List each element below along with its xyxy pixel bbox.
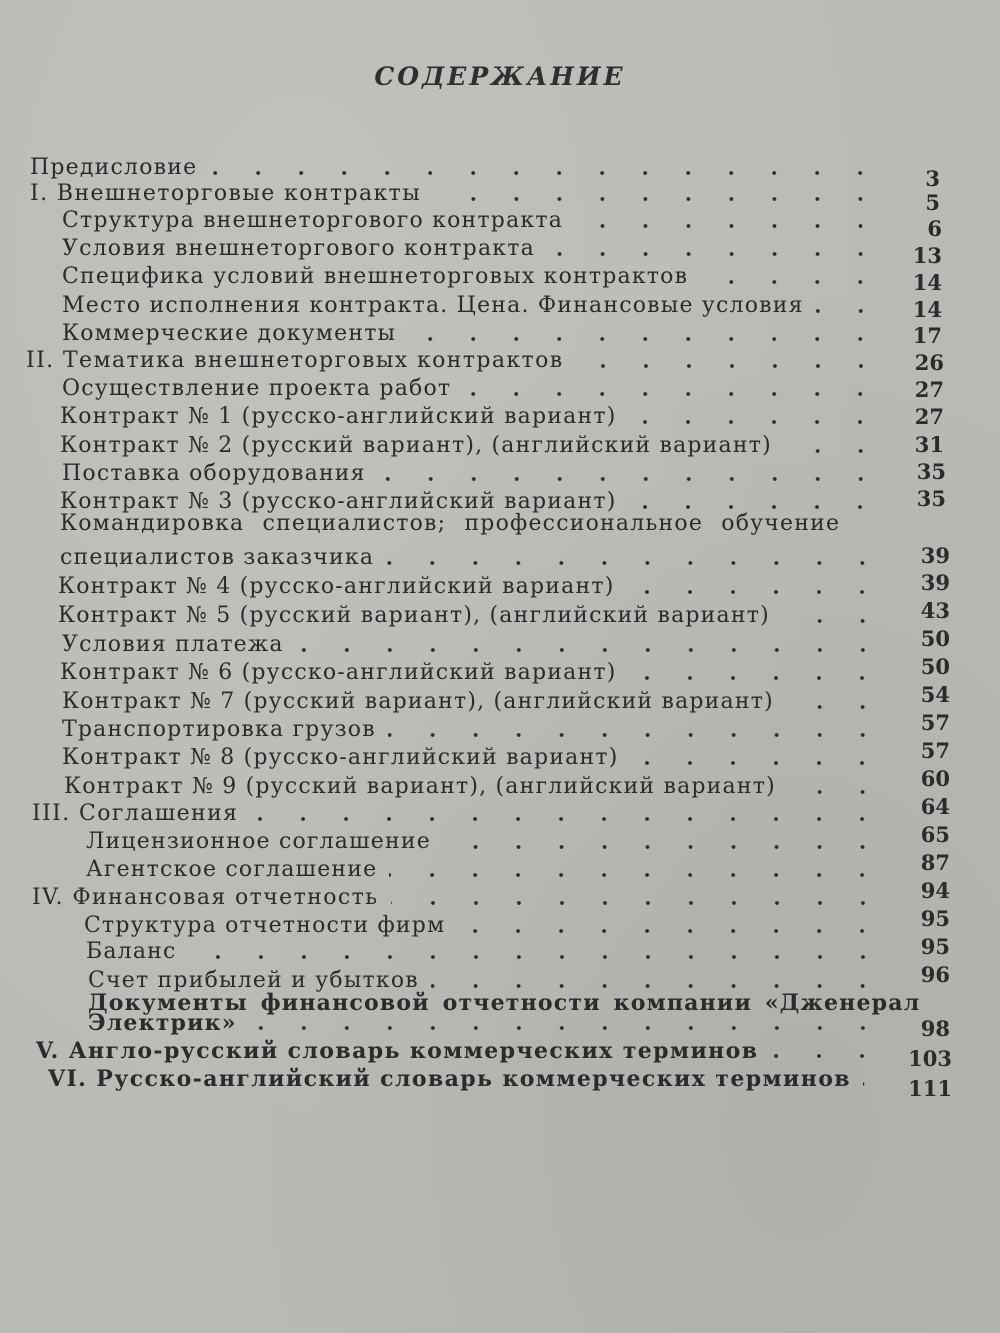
toc-leader-dots: [628, 505, 882, 509]
toc-leader-dots: [630, 761, 884, 765]
toc-entry-label: Контракт № 1 (русско-английский вариант): [60, 404, 617, 429]
toc-entry-label: Контракт № 9 (русский вариант), (английский вариант): [64, 774, 776, 799]
toc-entry-page: 13: [912, 243, 942, 268]
toc-entry-page: 5: [925, 190, 940, 215]
toc-entry-label-line2: Электрик»: [88, 1010, 237, 1036]
toc-entry-label: Транспортировка грузов: [62, 717, 376, 742]
page-title: СОДЕРЖАНИЕ: [374, 62, 626, 91]
toc-entry-page: 60: [920, 766, 950, 791]
toc-section[interactable]: [48, 1058, 894, 1090]
toc-entry-page: 64: [920, 794, 950, 819]
toc-entry-label: Контракт № 4 (русско-английский вариант): [58, 574, 615, 599]
toc-entry-page: 43: [920, 598, 950, 623]
toc-entry-label: Контракт № 6 (русско-английский вариант): [60, 660, 617, 685]
toc-entry-label: Коммерческие документы: [62, 321, 397, 346]
toc-entry-label: Контракт № 3 (русско-английский вариант): [60, 489, 617, 514]
toc-entry-label: IV. Финансовая отчетность: [32, 885, 379, 910]
toc-entry-label: Условия внешнеторгового контракта: [62, 236, 535, 261]
toc-entry-label-line1: Командировка специалистов; профессиональное обучение: [60, 511, 841, 536]
toc-entry-label: II. Тематика внешнеторговых контрактов: [26, 348, 564, 373]
toc-entry-label: Структура отчетности фирм: [84, 913, 446, 938]
toc-entry[interactable]: [88, 960, 894, 992]
toc-entry-page: 95: [920, 906, 950, 931]
toc-entry-label: Условия платежа: [62, 632, 284, 657]
toc-entry-label: Место исполнения контракта. Цена. Финансовые условия: [62, 293, 804, 318]
toc-entry-label: Контракт № 5 (русский вариант), (английский вариант): [58, 603, 770, 628]
toc-entry[interactable]: [58, 595, 894, 627]
toc-entry[interactable]: [62, 256, 892, 288]
toc-entry-page: 103: [908, 1046, 952, 1071]
toc-entry-page: 39: [920, 543, 950, 568]
toc-entry[interactable]: [60, 652, 894, 684]
toc-entry-page: 35: [916, 459, 946, 484]
toc-entry-page: 95: [920, 934, 950, 959]
toc-entry-label: Структура внешнеторгового контракта: [62, 208, 564, 233]
toc-entry-page: 111: [908, 1076, 952, 1101]
toc-entry-page: 27: [914, 377, 944, 402]
toc-entry-page: 26: [914, 350, 944, 375]
toc-entry-label: III. Соглашения: [32, 801, 239, 826]
toc-leader-dots: [626, 590, 884, 594]
toc-entry-label: Контракт № 2 (русский вариант), (английский вариант): [60, 433, 772, 458]
toc-entry-label: Контракт № 7 (русский вариант), (английский вариант): [62, 689, 774, 714]
toc-entry-page: 14: [912, 297, 942, 322]
toc-leader-dots: [386, 561, 884, 565]
toc-entry-label: Поставка оборудования: [62, 461, 366, 486]
toc-entry-label: Баланс: [86, 939, 177, 964]
toc-entry-page: 57: [920, 738, 950, 763]
toc-entry-page: 98: [920, 1016, 950, 1041]
toc-entry-page: 6: [927, 216, 942, 241]
toc-entry-label: Контракт № 8 (русско-английский вариант): [62, 745, 619, 770]
toc-entry-label: VI. Русско-английский словарь коммерческих терминов: [48, 1066, 851, 1092]
toc-entry-page: 39: [920, 570, 950, 595]
toc-entry-label: Предисловие: [30, 155, 198, 180]
toc-entry-label: Осуществление проекта работ: [62, 376, 452, 401]
toc-entry-page: 50: [920, 626, 950, 651]
toc-entry[interactable]: [60, 396, 892, 428]
toc-entry-label: Агентское соглашение: [86, 857, 378, 882]
toc-entry-page: 65: [920, 822, 950, 847]
toc-entry-label-line2: специалистов заказчика: [60, 545, 375, 570]
toc-entry-label: Специфика условий внешнеторговых контрактов: [62, 264, 689, 289]
toc-entry-label: V. Англо-русский словарь коммерческих терминов: [36, 1038, 759, 1064]
toc-entry-page: 27: [914, 404, 944, 429]
toc-leader-dots: [700, 280, 882, 284]
toc-entry-page: 54: [920, 682, 950, 707]
toc-entry-page: 3: [925, 166, 940, 191]
toc-entry-page: 96: [920, 962, 950, 987]
toc-entry-page: 87: [920, 850, 950, 875]
toc-entry-page: 57: [920, 710, 950, 735]
toc-entry-label: Лицензионное соглашение: [86, 829, 431, 854]
toc-entry-page: 17: [912, 323, 942, 348]
toc-entry-page: 14: [912, 270, 942, 295]
toc-entry-page: 50: [920, 654, 950, 679]
toc-leader-dots: [431, 984, 884, 988]
toc-leader-dots: [782, 619, 884, 623]
toc-leader-dots: [189, 955, 884, 959]
toc-leader-dots: [628, 420, 882, 424]
toc-entry[interactable]: [60, 481, 892, 513]
toc-entry-page: 31: [914, 432, 944, 457]
toc-entry-label: I. Внешнеторговые контракты: [30, 181, 422, 206]
toc-entry-page: 35: [916, 486, 946, 511]
toc-entry-label-line1: Документы финансовой отчетности компании «Дженерал: [88, 990, 921, 1016]
toc-entry[interactable]: [60, 537, 894, 569]
toc-leader-dots: [628, 676, 884, 680]
toc-entry-label: Счет прибылей и убытков: [88, 968, 419, 993]
toc-entry-page: 94: [920, 878, 950, 903]
toc-entry[interactable]: [58, 566, 894, 598]
toc-entry[interactable]: [62, 737, 894, 769]
toc-leader-dots: [863, 1082, 884, 1086]
toc-entry[interactable]: [86, 931, 894, 963]
